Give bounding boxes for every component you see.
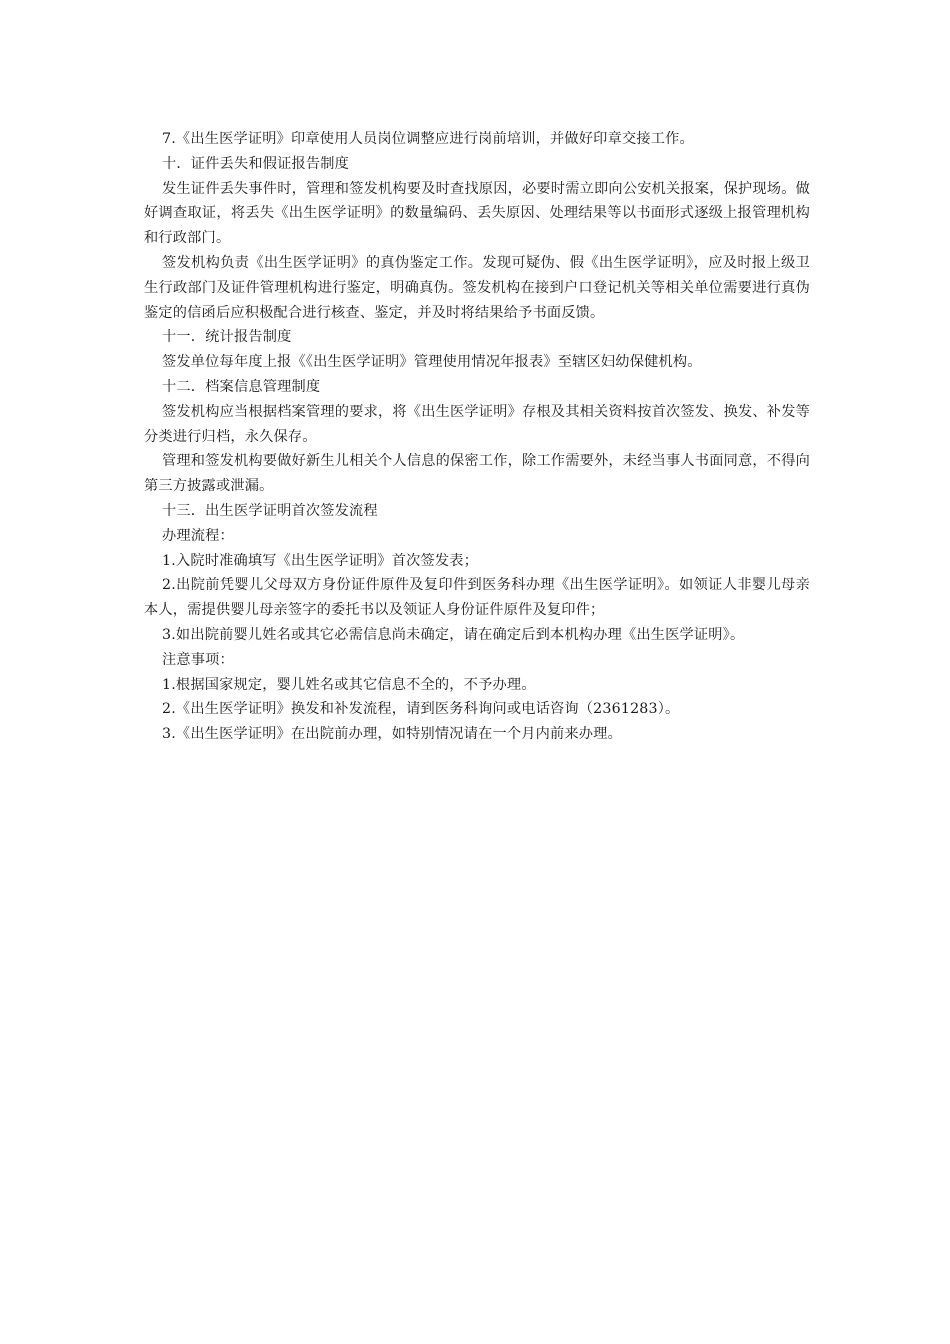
section-heading: 十．证件丢失和假证报告制度 [162,155,350,172]
list-item: 1.入院时准确填写《出生医学证明》首次签发表； [162,552,479,569]
body-paragraph: 签发机构负责《出生医学证明》的真伪鉴定工作。发现可疑伪、假《出生医学证明》，应及时报上级卫生行政部门及证件管理机构进行鉴定，明确真伪。签发机构在接到户口登记机关等相关单位需要进行真伪鉴定的信函后应积极配合进行核查、鉴定，并及时将结果给予书面反馈。 [144,254,810,321]
body-paragraph: 管理和签发机构要做好新生儿相关个人信息的保密工作，除工作需要外，未经当事人书面同意，不得向第三方披露或泄漏。 [144,453,810,495]
sub-heading: 办理流程： [162,527,234,544]
section-heading: 十二．档案信息管理制度 [162,378,321,395]
list-item: 2.出院前凭婴儿父母双方身份证件原件及复印件到医务科办理《出生医学证明》。如领证人非婴儿母亲本人，需提供婴儿母亲签字的委托书以及领证人身份证件原件及复印件； [144,577,810,619]
section-heading: 十一．统计报告制度 [162,329,292,346]
list-item: 3.如出院前婴儿姓名或其它必需信息尚未确定，请在确定后到本机构办理《出生医学证明》。 [162,626,745,643]
list-item: 2.《出生医学证明》换发和补发流程，请到医务科询问或电话咨询（2361283）。 [162,701,680,718]
list-item: 3.《出生医学证明》在出院前办理，如特别情况请在一个月内前来办理。 [162,726,622,743]
sub-heading: 注意事项： [162,651,234,668]
document-body [144,127,810,747]
list-item: 1.根据国家规定，婴儿姓名或其它信息不全的，不予办理。 [162,676,536,693]
body-paragraph: 发生证件丢失事件时，管理和签发机构要及时查找原因，必要时需立即向公安机关报案，保护现场。做好调查取证，将丢失《出生医学证明》的数量编码、丢失原因、处理结果等以书面形式逐级上报管理机构和行政部门。 [144,180,810,247]
body-paragraph: 签发机构应当根据档案管理的要求，将《出生医学证明》存根及其相关资料按首次签发、换发、补发等分类进行归档，永久保存。 [144,403,810,445]
body-paragraph: 签发单位每年度上报《《出生医学证明》管理使用情况年报表》至辖区妇幼保健机构。 [162,354,702,371]
list-item: 7.《出生医学证明》印章使用人员岗位调整应进行岗前培训，并做好印章交接工作。 [162,131,694,147]
section-heading: 十三．出生医学证明首次签发流程 [162,502,378,519]
